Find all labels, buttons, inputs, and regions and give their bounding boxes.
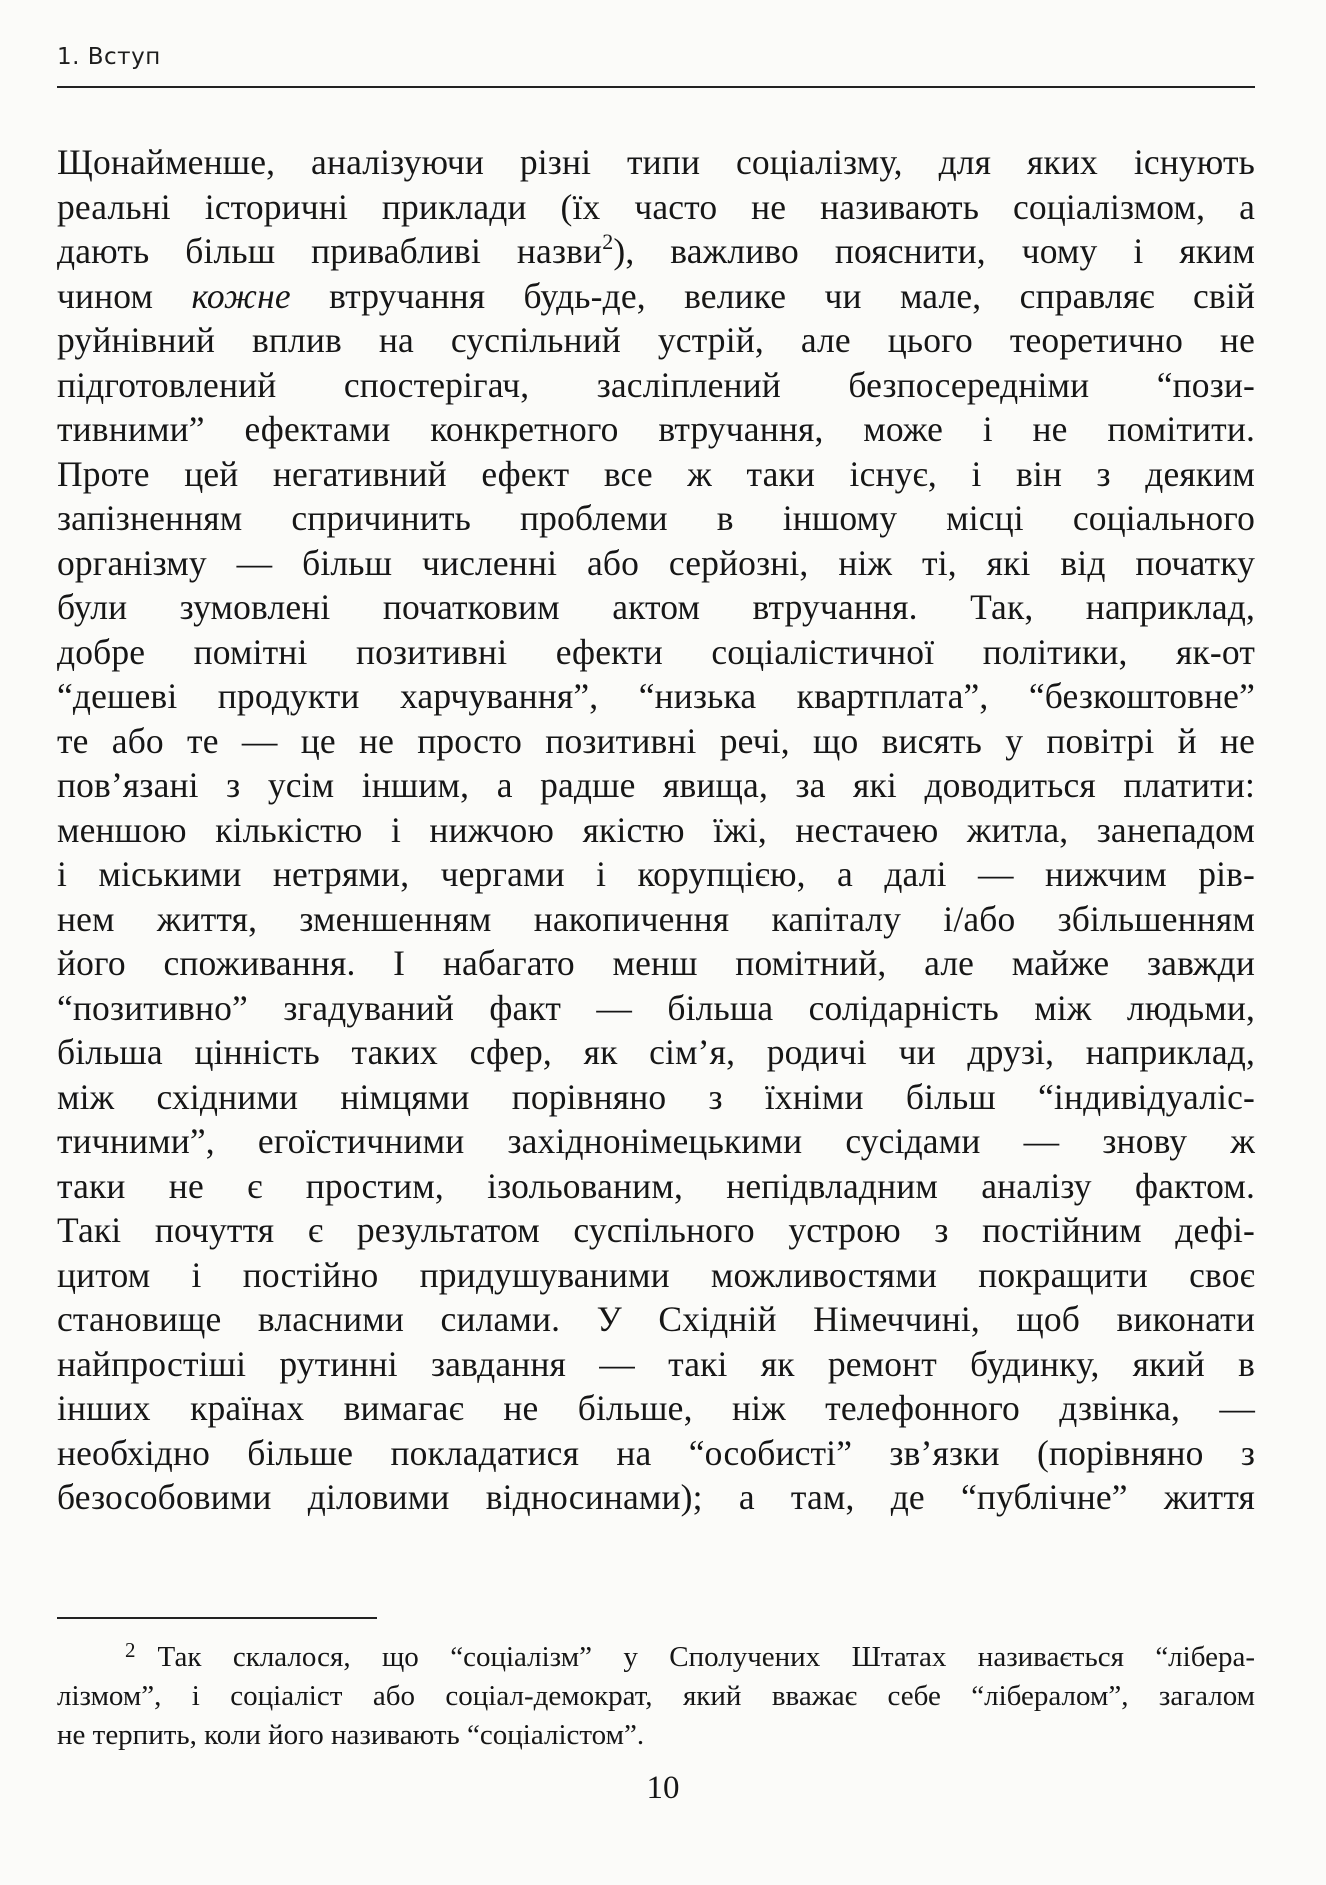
body-line: “дешеві продукти харчування”, “низька квартплата”, “безкоштовне”	[57, 676, 1255, 716]
body-line: те або те — це не просто позитивні речі, що висять у повітрі й не	[57, 720, 1255, 761]
running-head: 1. Вступ	[57, 44, 161, 70]
body-line: таки не є простим, ізольованим, непідвладним аналізу фактом.	[57, 1165, 1255, 1206]
body-line: тивними” ефектами конкретного втручання, може і не помітити.	[57, 409, 1255, 449]
footnote-marker: 2	[125, 1638, 136, 1662]
body-line-text: ), важливо пояснити, чому і яким	[613, 231, 1255, 271]
body-line-text: чином	[57, 275, 192, 316]
body-line: необхідно більше покладатися на “особисті” зв’язки (порівняно з	[57, 1432, 1255, 1473]
body-line: цитом і постійно придушуваними можливостями покращити своє	[57, 1254, 1255, 1295]
body-line-text: втручання будь-де, велике чи мале, справляє свій	[290, 275, 1256, 316]
footnote-line	[57, 1638, 1255, 1677]
emphasized-word: кожне	[191, 275, 291, 316]
header-rule	[57, 86, 1255, 88]
body-line: були зумовлені початковим актом втручання. Так, наприклад,	[57, 587, 1255, 627]
body-line: запізненням спричинить проблеми в іншому місці соціального	[57, 498, 1255, 538]
body-line: Такі почуття є результатом суспільного устрою з постійним дефі-	[57, 1210, 1255, 1250]
body-line	[57, 274, 1255, 319]
body-line: організму — більш численні або серйозні, ніж ті, які від початку	[57, 542, 1255, 583]
body-line: безособовими діловими відносинами); а там, де “публічне” життя	[57, 1477, 1255, 1517]
body-line: меншою кількістю і нижчою якістю їжі, нестачею житла, занепадом	[57, 809, 1255, 850]
body-line: найпростіші рутинні завдання — такі як ремонт будинку, який в	[57, 1343, 1255, 1384]
body-line: реальні історичні приклади (їх часто не називають соціалізмом, а	[57, 186, 1255, 227]
body-line: підготовлений спостерігач, засліплений безпосередніми “пози-	[57, 364, 1255, 405]
body-line: Щонайменше, аналізуючи різні типи соціалізму, для яких існують	[57, 142, 1255, 182]
body-line: добре помітні позитивні ефекти соціалістичної політики, як-от	[57, 631, 1255, 672]
body-line: становище власними силами. У Східній Німеччині, щоб виконати	[57, 1299, 1255, 1339]
body-line: пов’язані з усім іншим, а радше явища, за які доводиться платити:	[57, 765, 1255, 805]
footnote-reference[interactable]: 2	[602, 229, 614, 254]
body-line-text: дають більш привабливі назви	[57, 231, 603, 271]
footnote-rule	[57, 1617, 377, 1619]
body-text	[57, 140, 1255, 1520]
body-line: більша цінність таких сфер, як сім’я, родичі чи друзі, наприклад,	[57, 1032, 1255, 1072]
body-line: тичними”, егоїстичними західнонімецькими сусідами — знову ж	[57, 1121, 1255, 1161]
body-line: між східними німцями порівняно з їхніми більш “індивідуаліс-	[57, 1076, 1255, 1117]
body-line: Проте цей негативний ефект все ж таки існує, і він з деяким	[57, 453, 1255, 494]
body-line: його споживання. І набагато менш помітний, але майже завжди	[57, 943, 1255, 983]
body-line: руйнівний вплив на суспільний устрій, але цього теоретично не	[57, 320, 1255, 360]
footnote	[57, 1638, 1255, 1755]
page-number: 10	[646, 1770, 680, 1806]
footnote-line: не терпить, коли його називають “соціалістом”.	[57, 1719, 645, 1751]
footnote-line: лізмом”, і соціаліст або соціал-демократ, який вважає себе “лібералом”, загалом	[57, 1680, 1255, 1712]
footnote-text: Так склалося, що “соціалізм” у Сполучених Штатах називається “лібера-	[157, 1641, 1255, 1673]
body-line: інших країнах вимагає не більше, ніж телефонного дзвінка, —	[57, 1388, 1255, 1428]
body-line: і міськими нетрями, чергами і корупцією, а далі — нижчим рів-	[57, 854, 1255, 894]
body-line	[57, 229, 1255, 274]
body-line: нем життя, зменшенням накопичення капіталу і/або збільшенням	[57, 898, 1255, 939]
body-line: “позитивно” згадуваний факт — більша солідарність між людьми,	[57, 987, 1255, 1028]
